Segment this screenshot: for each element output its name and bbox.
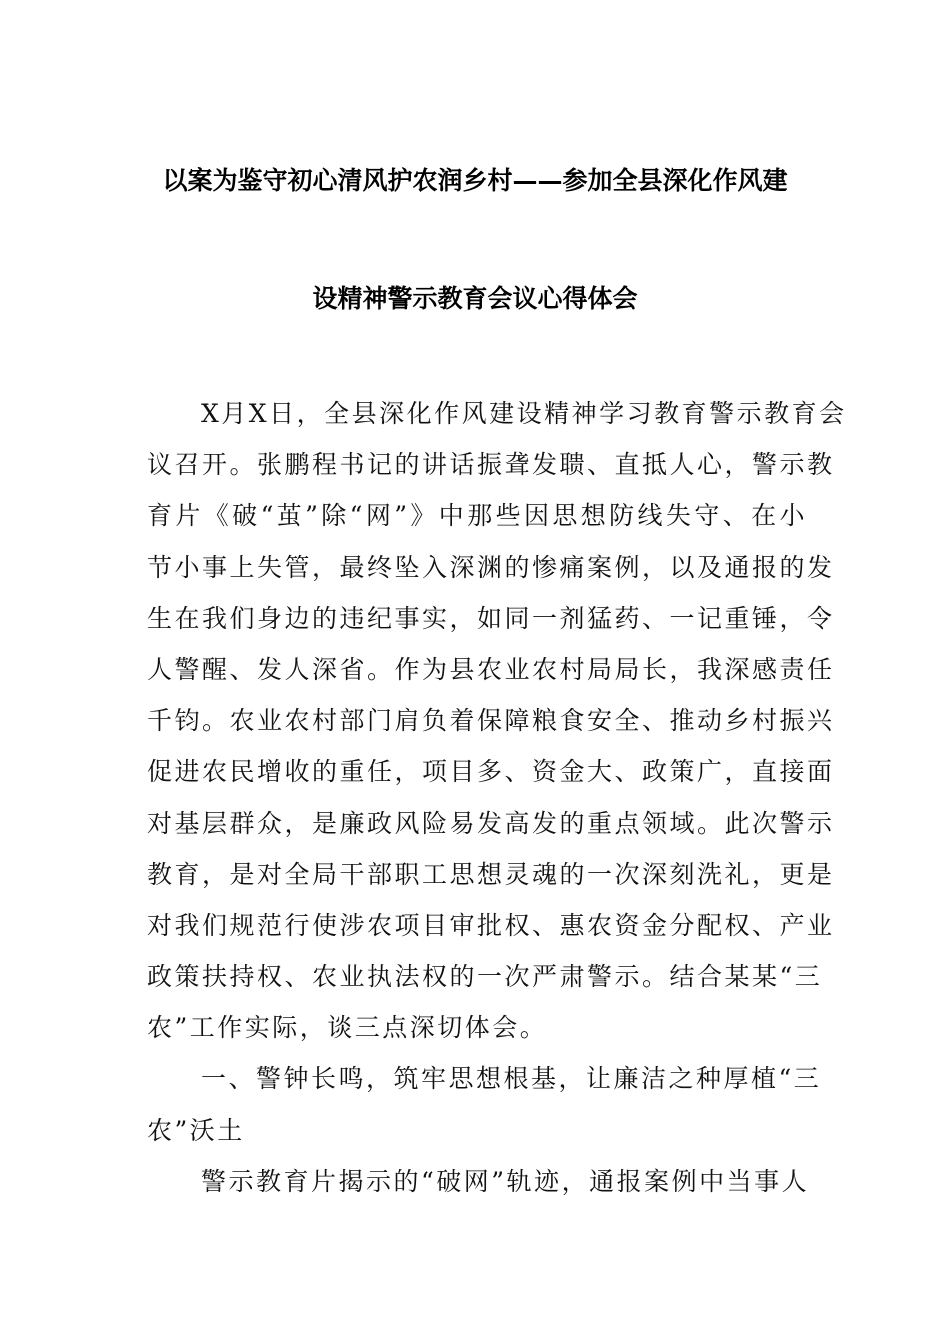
paragraph-1 [147,394,847,1059]
text-line: 警示教育片揭示的“破网”轨迹，通报案例中当事人 [201,1166,810,1196]
text-line: X月X日，全县深化作风建设精神学习教育警示教育会 [201,399,847,428]
document-title-line-2: 设精神警示教育会议心得体会 [312,284,638,313]
text-line: 农”工作实际，谈三点深切体会。 [147,1013,548,1043]
document-title-line-1: 以案为鉴守初心清风护农润乡村——参加全县深化作风建 [162,166,788,195]
text-line: 促进农民增收的重任，项目多、资金大、政策广，直接面 [147,757,835,787]
text-line: 人警醒、发人深省。作为县农业农村局局长，我深感责任 [147,654,835,684]
section-1-heading [147,1059,822,1161]
text-line: 议召开。张鹏程书记的讲话振聋发聩、直抵人心，警示教 [147,450,835,480]
heading-line: 一、警钟长鸣，筑牢思想根基，让廉洁之种厚植“三 [201,1064,822,1094]
text-line: 生在我们身边的违纪事实，如同一剂猛药、一记重锤，令 [147,603,835,633]
document-body [147,394,847,1213]
text-line: 对基层群众，是廉政风险易发高发的重点领域。此次警示 [147,808,835,838]
text-line: 对我们规范行使涉农项目审批权、惠农资金分配权、产业 [147,910,835,940]
text-line: 政策扶持权、农业执法权的一次严肃警示。结合某某“三 [147,962,823,992]
paragraph-2 [147,1162,810,1213]
text-line: 育片《破“茧”除“网”》中那些因思想防线失守、在小 [147,501,807,531]
text-line: 千钧。农业农村部门肩负着保障粮食安全、推动乡村振兴 [147,706,835,736]
heading-line: 农”沃土 [147,1115,245,1145]
text-line: 节小事上失管，最终坠入深渊的惨痛案例，以及通报的发 [147,552,835,582]
text-line: 教育，是对全局干部职工思想灵魂的一次深刻洗礼，更是 [147,859,835,889]
